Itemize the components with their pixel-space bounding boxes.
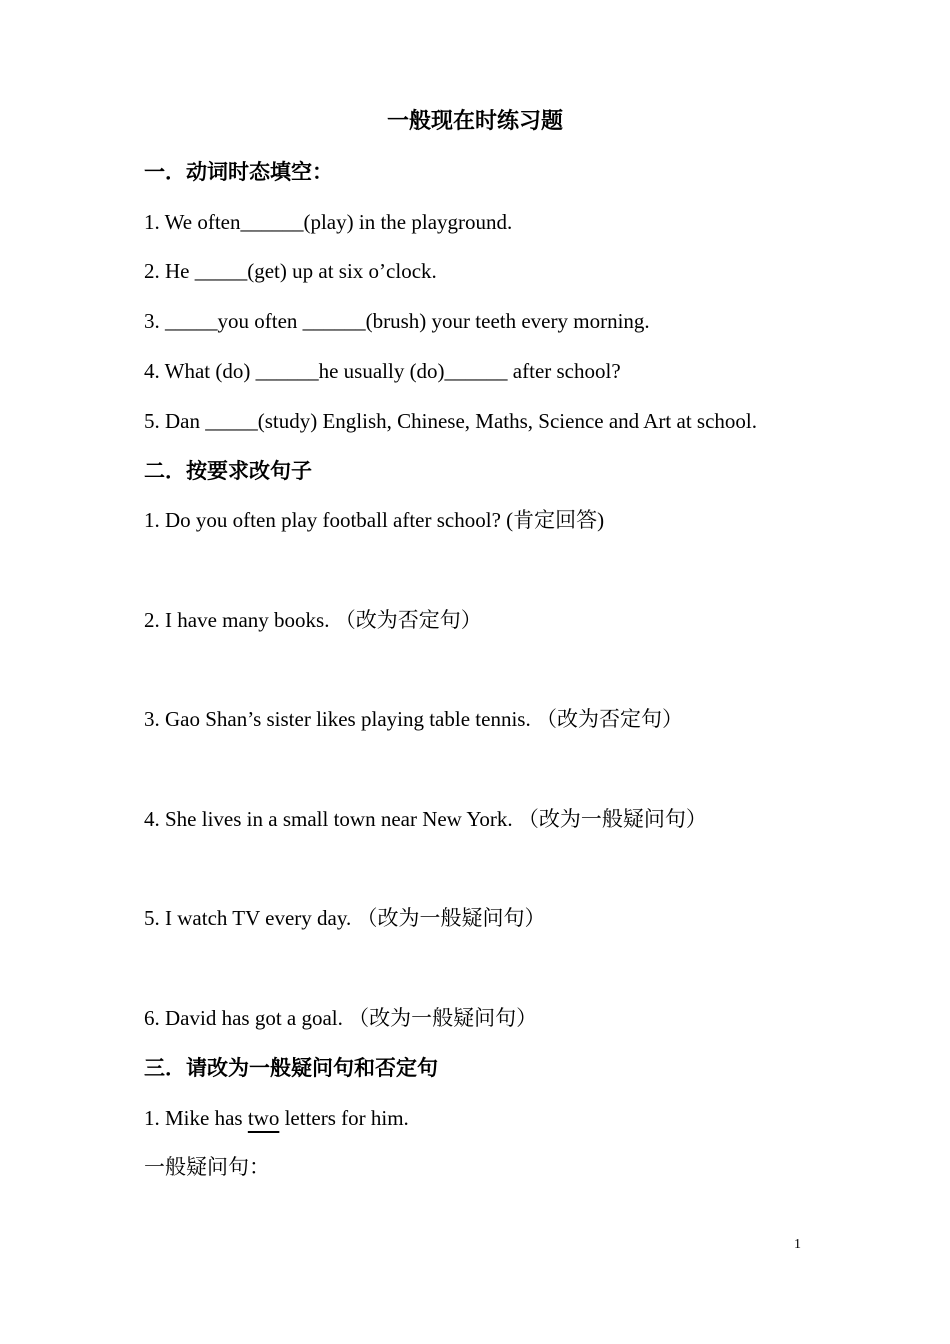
section2-heading: 二．按要求改句子 bbox=[144, 459, 312, 483]
section2-item-5: 5. I watch TV every day. （改为一般疑问句） bbox=[144, 906, 546, 930]
section2-item-4: 4. She lives in a small town near New York. （改为一般疑问句） bbox=[144, 807, 707, 831]
section3-heading: 三．请改为一般疑问句和否定句 bbox=[144, 1056, 438, 1080]
section2-item-2: 2. I have many books. （改为否定句） bbox=[144, 608, 482, 632]
section3-item-1-after: letters for him. bbox=[279, 1106, 409, 1130]
section3-question-prompt: 一般疑问句： bbox=[144, 1155, 270, 1179]
section1-item-3: 3. _____you often ______(brush) your teeth every morning. bbox=[144, 309, 650, 333]
page-title: 一般现在时练习题 bbox=[386, 108, 563, 133]
section1-item-4: 4. What (do) ______he usually (do)______ after school? bbox=[144, 359, 621, 383]
section2-item-1: 1. Do you often play football after school? (肯定回答) bbox=[144, 508, 605, 532]
section3-item-1-underlined-word: two bbox=[247, 1106, 280, 1130]
page-number: 1 bbox=[794, 1237, 801, 1252]
section3-item-1-before: 1. Mike has bbox=[144, 1106, 248, 1130]
section1-item-1: 1. We often______(play) in the playground. bbox=[144, 210, 513, 234]
section1-item-2: 2. He _____(get) up at six o’clock. bbox=[144, 259, 437, 283]
section2-item-3: 3. Gao Shan’s sister likes playing table tennis. （改为否定句） bbox=[144, 707, 683, 731]
section3-item-1 bbox=[144, 1105, 409, 1131]
section1-heading: 一．动词时态填空： bbox=[144, 160, 333, 184]
section2-item-6: 6. David has got a goal. （改为一般疑问句） bbox=[144, 1006, 538, 1030]
section1-item-5: 5. Dan _____(study) English, Chinese, Maths, Science and Art at school. bbox=[144, 409, 757, 433]
